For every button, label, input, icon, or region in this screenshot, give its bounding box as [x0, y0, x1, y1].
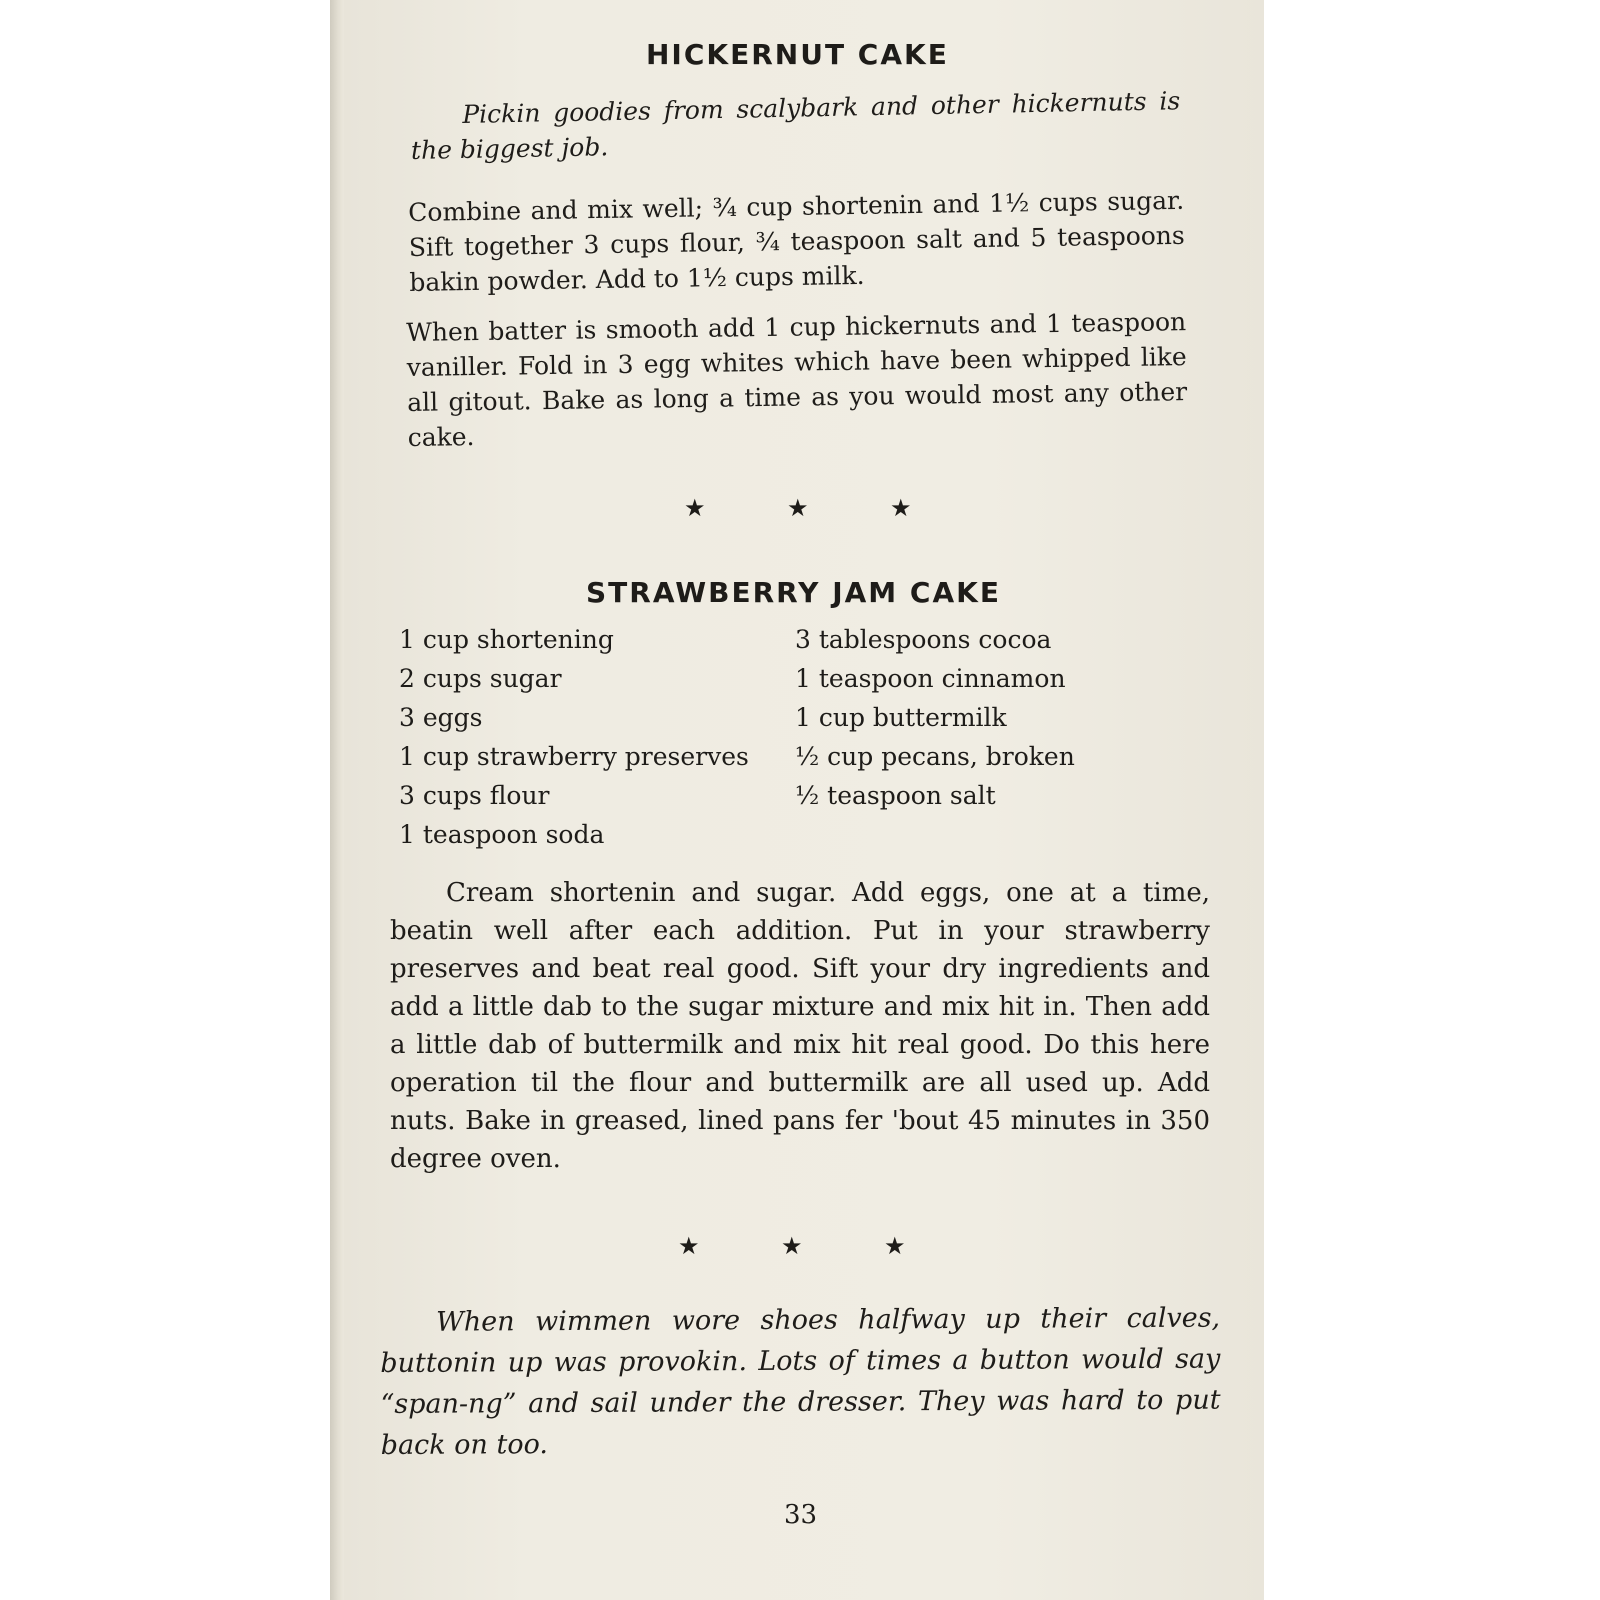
- hickernut-cake-paragraph-1: Combine and mix well; ¾ cup shortenin and 1½ cups sugar. Sift together 3 cups flour, ¾ teaspoon salt and 5 teaspoons bakin powder. Add to 1½ cups milk.: [408, 185, 1185, 297]
- closing-anecdote: When wimmen wore shoes halfway up their calves, buttonin up was provokin. Lots of times a button would say “span-ng” and sail under the dresser. They was hard to put back on too.: [380, 1302, 1221, 1461]
- star-icon: ★: [684, 494, 706, 522]
- ingredient-item: 1 teaspoon soda: [399, 820, 605, 849]
- hickernut-cake-paragraph-2: When batter is smooth add 1 cup hickernuts and 1 teaspoon vaniller. Fold in 3 egg whites which have been whipped like all gitout. Bake as long a time as you would most any other cake.: [406, 307, 1188, 452]
- star-icon: ★: [787, 494, 809, 522]
- hickernut-cake-intro: Pickin goodies from scalybark and other hickernuts is the biggest job.: [410, 86, 1181, 165]
- ingredient-item: 1 cup shortening: [399, 625, 614, 654]
- ingredients-left-column: [399, 620, 779, 854]
- star-icon: ★: [884, 1232, 906, 1260]
- ingredient-item: 1 teaspoon cinnamon: [795, 664, 1066, 693]
- ingredient-item: 2 cups sugar: [399, 664, 562, 693]
- star-icon: ★: [890, 494, 912, 522]
- hickernut-cake-title: HICKERNUT CAKE: [646, 38, 949, 71]
- star-icon: ★: [678, 1232, 700, 1260]
- previous-page-edge: [330, 0, 344, 1600]
- strawberry-jam-cake-method: Cream shortenin and sugar. Add eggs, one at a time, beatin well after each addition. Put in your strawberry preserves and beat real good. Sift your dry ingredients and add a little dab to the sugar mixture and mix hit in. Then add a little dab of buttermilk and mix hit real good. Do this here operation til the flour and buttermilk are all used up. Add nuts. Bake in greased, lined pans fer 'bout 45 minutes in 350 degree oven.: [390, 878, 1210, 1174]
- ingredient-item: 3 eggs: [399, 703, 483, 732]
- section-divider-2: [678, 1232, 987, 1260]
- ingredient-item: 1 cup strawberry preserves: [399, 742, 749, 771]
- ingredient-item: 3 tablespoons cocoa: [795, 625, 1052, 654]
- book-page: [344, 0, 1264, 1600]
- ingredient-item: ½ cup pecans, broken: [795, 742, 1075, 771]
- ingredient-item: 3 cups flour: [399, 781, 550, 810]
- section-divider-1: [684, 494, 993, 522]
- ingredient-item: ½ teaspoon salt: [795, 781, 996, 810]
- strawberry-jam-cake-title: STRAWBERRY JAM CAKE: [586, 576, 1001, 609]
- ingredient-item: 1 cup buttermilk: [795, 703, 1007, 732]
- star-icon: ★: [781, 1232, 803, 1260]
- ingredients-right-column: [795, 620, 1195, 815]
- page-number: 33: [784, 1500, 818, 1530]
